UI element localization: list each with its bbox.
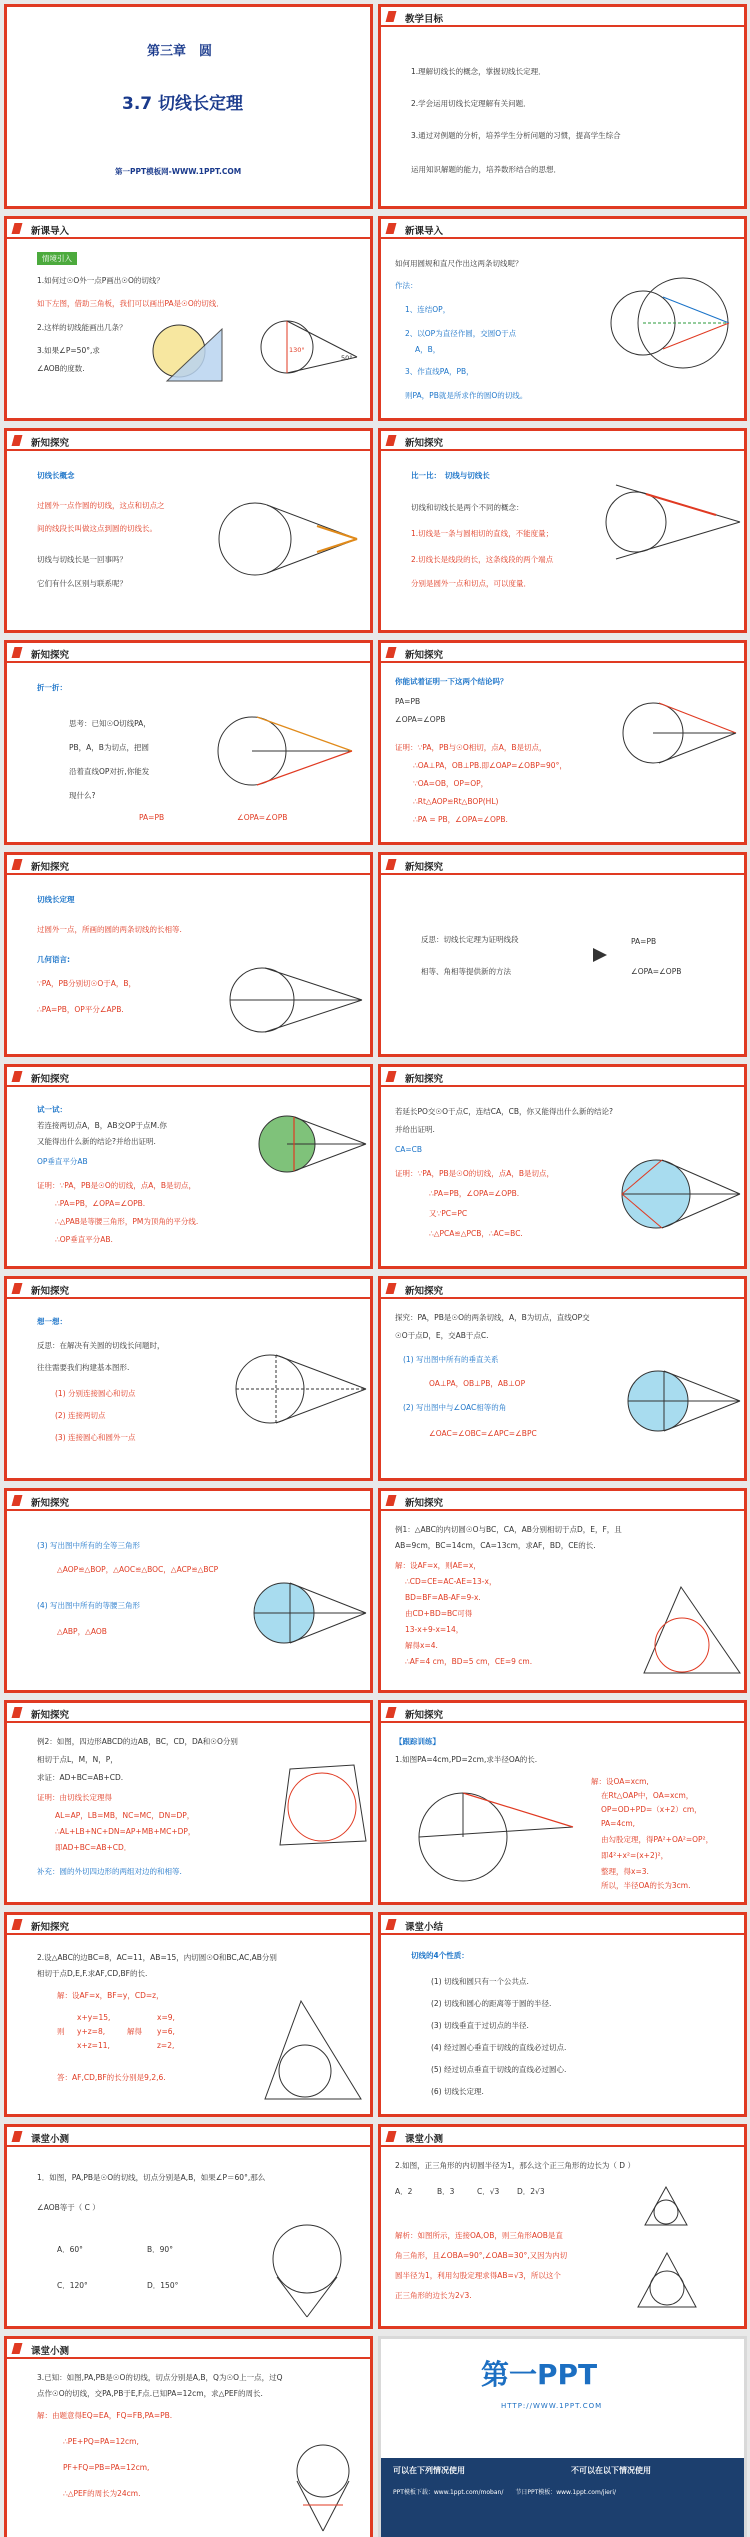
slide-18[interactable] [378,1700,747,1905]
text-line: x=9, [157,2013,175,2022]
compass-construction-figure [601,261,746,386]
text-line: 它们有什么区别与联系呢？ [37,579,127,588]
text-line: (1) 分别连接圆心和切点 [55,1389,136,1398]
text-line: ∠OAC=∠OBC=∠APC=∠BPC [429,1429,537,1438]
text-line: 比一比： 切线与切线长 [411,471,490,480]
slide-9[interactable] [4,852,373,1057]
text-line: △ABP，△AOB [57,1627,107,1636]
text-line: 1.切线是一条与圆相切的直线，不能度量； [411,529,554,538]
text-line: OP垂直平分AB [37,1157,88,1166]
slide-header [7,1915,370,1935]
text-line: 想一想： [37,1317,67,1326]
tangent-vs-length-figure [596,467,744,577]
text-line: 3.通过对例题的分析，培养学生分析问题的习惯，提高学生综合 [411,131,621,140]
text-line: 解析：如图所示，连接OA,OB，则三角形AOB是直 [395,2231,563,2240]
text-line: CA=CB [395,1145,423,1154]
text-line: 现什么? [69,791,96,800]
text-line: 解得 [127,2027,142,2036]
slide-21[interactable] [4,2124,373,2329]
option-b[interactable]: B．3 [437,2187,455,2196]
slide-header [381,1067,744,1087]
text-line: ∠OPA=∠OPB [237,813,288,822]
text-line: 由CD+BD=BC可得 [405,1609,473,1618]
slide-header [381,2127,744,2147]
text-line: 切线和切线长是两个不同的概念： [411,503,524,512]
triangle-incircle-figure [257,1995,367,2107]
text-line: ∴AL+LB+NC+DN=AP+MB+MC+DP， [55,1827,196,1836]
slide-14[interactable] [378,1276,747,1481]
text-line: 相等、角相等提供新的方法 [421,967,511,976]
slide-header-title: 新知探究 [405,862,444,873]
slide-header [7,1491,370,1511]
text-line: 3.如果∠P=50°,求 [37,346,100,355]
text-line: 正三角形的边长为2√3. [395,2291,472,2300]
text-line: 你能试着证明一下这两个结论吗？ [395,677,508,686]
slide-header [7,431,370,451]
slide-15[interactable] [4,1488,373,1693]
text-line: 解：设AF=x，则AE=x， [395,1561,481,1570]
slide-header-title: 新知探究 [405,1074,444,1085]
slide-header-title: 新知探究 [31,862,70,873]
text-line: 证明：∵PA，PB是☉O的切线，点A，B是切点， [395,1169,555,1178]
text-line: ∴Rt△AOP≌Rt△BOP(HL) [413,797,499,806]
text-line: 则PA，PB就是所求作的圆O的切线。 [405,391,528,400]
text-line: y=6, [157,2027,175,2036]
slide-header-title: 新知探究 [31,438,70,449]
text-line: 若延长PO交☉O于点C，连结CA，CB，你又能得出什么新的结论? [395,1107,614,1116]
text-line: (2) 写出图中与∠OAC相等的角 [403,1403,507,1412]
text-line: 解：设AF=x，BF=y，CD=z， [57,1991,164,2000]
text-line: 解：由题意得EQ=EA，FQ=FB,PA=PB. [37,2411,173,2420]
text-line: 点作☉O的切线，交PA,PB于E,F点.已知PA=12cm，求△PEF的周长. [37,2389,263,2398]
text-line: 如何用圆规和直尺作出这两条切线呢？ [395,259,523,268]
text-line: 2.如图，正三角形的内切圆半径为1，那么这个正三角形的边长为（ D ） [395,2161,635,2170]
option-a[interactable]: A．2 [395,2187,413,2196]
slide-header [381,219,744,239]
slide-header-title: 新知探究 [31,1498,70,1509]
text-line: 例2：如图，四边形ABCD的边AB，BC，CD，DA和☉O分别 [37,1737,238,1746]
text-line: 试一试： [37,1105,67,1114]
arrow-icon [593,948,607,962]
text-line: 例1：△ABC的内切圆☉O与BC，CA，AB分别相切于点D，E，F，且 [395,1525,622,1534]
text-line: 补充：圆的外切四边形的两组对边的和相等. [37,1867,182,1876]
incircle-figure [636,1581,744,1681]
text-line: ∴PA=PB，∠OPA=∠OPB. [429,1189,520,1198]
slide-7[interactable] [4,640,373,845]
slide-header [381,1915,744,1935]
text-line: ∴△PCA≌△PCB，∴AC=BC. [429,1229,523,1238]
slide-header [7,1067,370,1087]
brand-url[interactable]: HTTP://WWW.1PPT.COM [501,2402,603,2410]
slide-20[interactable] [378,1912,747,2117]
text-line: 13-x+9-x=14， [405,1625,464,1634]
text-line: 角三角形，且∠OBA=90°,∠OAB=30°,又因为内切 [395,2251,568,2260]
text-line: 2.这样的切线能画出几条？ [37,323,127,332]
footer-col-2: 不可以在以下情况使用 [571,2466,651,2475]
slide-header-title: 课堂小结 [405,1922,444,1933]
text-line: 过圆外一点作圆的切线，这点和切点之 [37,501,165,510]
text-line: 切线的4个性质： [411,1951,469,1960]
text-line: (4) 经过圆心垂直于切线的直线必过切点. [431,2043,567,2052]
text-line: BD=BF=AB-AF=9-x. [405,1593,481,1602]
slide-header [381,1279,744,1299]
text-line: ∴△PEF的周长为24cm. [63,2489,141,2498]
text-line: (1) 写出图中所有的垂直关系 [403,1355,499,1364]
option-c[interactable]: C．√3 [477,2187,500,2196]
text-line: 思考：已知☉O切线PA， [69,719,151,728]
text-line: 1.如何过☉O外一点P画出☉O的切线？ [37,276,164,285]
text-line: 1.理解切线长的概念，掌握切线长定理． [411,67,546,76]
footer-col-1: 可以在下列情况使用 [393,2466,465,2475]
text-line: (3) 写出图中所有的全等三角形 [37,1541,141,1550]
text-line: 切线长定理 [37,895,75,904]
text-line: z=2, [157,2041,175,2050]
text-line: 运用知识解题的能力，培养数形结合的思想． [411,165,561,174]
text-line: 2.切线长是线段的长，这条线段的两个端点 [411,555,554,564]
slide-header [7,643,370,663]
slide-2[interactable] [378,4,747,209]
text-line: PA=PB [395,697,421,706]
footer-links[interactable]: PPT模板下载：www.1ppt.com/moban/ 节日PPT模板：www.1ppt.com/jieri/ [393,2489,617,2496]
text-line: 作法： [395,281,418,290]
slide-16[interactable] [378,1488,747,1693]
text-line: 分别是圆外一点和切点，可以度量． [411,579,531,588]
slide-12[interactable] [378,1064,747,1269]
text-line: (2) 切线和圆心的距离等于圆的半径. [431,1999,552,2008]
quiz-1-figure [257,2211,367,2323]
text-line: 求证：AD+BC=AB+CD. [37,1773,124,1782]
text-line: 2、以OP为直径作圆，交圆O于点 [405,329,517,338]
text-line: (1) 切线和圆只有一个公共点. [431,1977,529,1986]
angle-label-130: 130° [289,346,305,354]
text-line: (6) 切线长定理. [431,2087,484,2096]
text-line: 即AD+BC=AB+CD． [55,1843,132,1852]
text-line: 解：设OA=xcm, [591,1777,649,1786]
slide-11[interactable] [4,1064,373,1269]
text-line: ∴PE+PQ=PA=12cm, [63,2437,139,2446]
text-line: AL=AP，LB=MB，NC=MC，DN=DP， [55,1811,195,1820]
text-line: 1．如图，PA,PB是☉O的切线，切点分别是A,B，如果∠P＝60°,那么 [37,2173,266,2182]
quiz-3-figure [277,2425,367,2537]
text-line: 3.已知：如图,PA,PB是☉O的切线，切点分别是A,B，Q为☉O上一点，过Q [37,2373,283,2382]
text-line: x+z=11, [77,2041,110,2050]
slide-header [7,1703,370,1723]
text-line: 又能得出什么新的结论?并给出证明. [37,1137,156,1146]
text-line: 几何语言: [37,955,70,964]
slide-13[interactable] [4,1276,373,1481]
brand-logo: 第一PPT [481,2358,598,2391]
slide-header [381,7,744,27]
option-d[interactable]: D．150° [147,2281,179,2290]
slide-header [7,1279,370,1299]
angle-label-50: 50° [341,354,353,362]
text-line: 反思：在解决有关圆的切线长问题时， [37,1341,165,1350]
text-line: (2) 连接两切点 [55,1411,106,1420]
congruence-figure [242,1561,370,1666]
text-line: PA=PB [139,813,165,822]
text-line: 2.设△ABC的边BC=8，AC=11，AB=15，内切圆☉O和BC,AC,AB分别 [37,1953,277,1962]
explore-figure [616,1349,744,1454]
radius-figure [401,1775,581,1893]
slide-header [381,855,744,875]
slide-19[interactable] [4,1912,373,2117]
text-line: 证明：∵PA，PB是☉O的切线，点A，B是切点， [37,1181,197,1190]
text-line: 折一折： [37,683,67,692]
option-c[interactable]: C．120° [57,2281,88,2290]
triangle-ruler-figure [147,309,232,389]
text-line: 相切于点D,E,F.求AF,CD,BF的长. [37,1969,148,1978]
tangent-angle-figure [257,299,367,394]
slide-24[interactable] [378,2336,747,2537]
text-line: 又∵PC=PC [429,1209,468,1218]
text-line: ☉O于点D，E，交AB于点C. [395,1331,489,1340]
slide-header [381,1703,744,1723]
text-line: ∴PA=PB，OP平分∠APB. [37,1005,124,1014]
text-line: AB=9cm，BC=14cm，CA=13cm，求AF，BD，CE的长. [395,1541,596,1550]
text-line: 1.如图PA=4cm,PD=2cm,求半径OA的长. [395,1755,538,1764]
text-line: (3) 切线垂直于过切点的半径. [431,2021,529,2030]
slide-header-title: 课堂小测 [405,2134,444,2145]
slide-header [381,643,744,663]
slide-8[interactable] [378,640,747,845]
text-line: 则 [57,2027,65,2036]
text-line: 如下左图，借助三角板，我们可以画出PA是☉O的切线． [37,299,224,308]
site-label: 第一PPT模板网-WWW.1PPT.COM [115,167,242,176]
basic-construction-figure [222,1334,370,1444]
text-line: x+y=15, [77,2013,111,2022]
text-line: PA=PB [631,937,657,946]
text-line: 证明：由切线长定理得 [37,1793,112,1802]
text-line: ∴OA⊥PA，OB⊥PB.即∠OAP=∠OBP=90°， [413,761,567,770]
text-line: ∵PA，PB分别切☉O于A，B， [37,979,137,988]
slide-header-title: 教学目标 [405,14,444,25]
text-line: PF+FQ=PB=PA=12cm, [63,2463,150,2472]
text-line: 间的线段长叫做这点到圆的切线长。 [37,524,157,533]
slide-header [381,1491,744,1511]
slide-header-title: 新课导入 [405,226,444,237]
option-d[interactable]: D．2√3 [517,2187,545,2196]
equilateral-incircle-figure-bottom [636,2251,698,2309]
chord-figure [606,1137,744,1252]
text-line: 切线长概念 [37,471,75,480]
text-line: 相切于点L，M，N，P， [37,1755,118,1764]
text-line: ∴PA=PB，∠OPA=∠OPB. [55,1199,146,1208]
slide-header-title: 课堂小测 [31,2134,70,2145]
perpendicular-bisector-figure [252,1099,370,1189]
slide-3[interactable] [4,216,373,421]
slide-4[interactable] [378,216,747,421]
slide-17[interactable] [4,1700,373,1905]
text-line: 过圆外一点，所画的圆的两条切线的长相等. [37,925,182,934]
fold-figure [202,693,362,808]
text-line: OP=OD+PD=（x+2）cm， [601,1805,702,1814]
slide-header [381,431,744,451]
text-line: ∠AOB的度数. [37,364,85,373]
text-line: PA=4cm, [601,1819,636,1828]
slide-header-title: 新知探究 [31,650,70,661]
text-line: (5) 经过切点垂直于切线的直线必过圆心. [431,2065,567,2074]
text-line: 往往需要我们构建基本图形. [37,1363,130,1372]
text-line: 解得x=4. [405,1641,438,1650]
text-line: ∵OA=OB，OP=OP， [413,779,489,788]
text-line: ∠OPA=∠OPB [395,715,446,724]
slide-header-title: 新知探究 [405,1286,444,1297]
text-line: 圆半径为1，利用勾股定理求得AB=√3，所以这个 [395,2271,561,2280]
text-line: 2.学会运用切线长定理解有关问题． [411,99,531,108]
slide-header-title: 新知探究 [405,1498,444,1509]
text-line: 即4²+x²=(x+2)²， [601,1851,669,1860]
text-line: 由勾股定理，得PA²+OA²=OP²， [601,1835,714,1844]
slide-header-title: 新知探究 [405,1710,444,1721]
text-line: 整理，得x=3. [601,1867,649,1876]
footer-panel [381,2458,744,2537]
proof-figure [611,683,741,783]
option-b[interactable]: B．90° [147,2245,173,2254]
text-line: (4) 写出图中所有的等腰三角形 [37,1601,141,1610]
text-line: 1、连结OP， [405,305,451,314]
text-line: ∠AOB等于（ C ） [37,2203,100,2212]
section-badge: 情境引入 [37,252,77,265]
text-line: A，B， [415,345,441,354]
chapter-title: 第三章 圆 [147,44,213,59]
text-line: △AOP≌△BOP，△AOC≌△BOC，△ACP≌△BCP [57,1565,219,1574]
slide-header [7,855,370,875]
text-line: 在Rt△OAP中，OA=xcm， [601,1791,694,1800]
text-line: y+z=8, [77,2027,106,2036]
text-line: ∴AF=4 cm，BD=5 cm，CE=9 cm. [405,1657,533,1666]
text-line: 并给出证明. [395,1125,435,1134]
tangent-length-figure [207,481,367,601]
slide-header-title: 新知探究 [31,1710,70,1721]
text-line: 反思：切线长定理为证明线段 [421,935,519,944]
slide-5[interactable] [4,428,373,633]
slide-header-title: 新知探究 [405,650,444,661]
text-line: (3) 连接圆心和圆外一点 [55,1433,136,1442]
text-line: ∴△PAB是等腰三角形，PM为顶角的平分线. [55,1217,199,1226]
option-a[interactable]: A．60° [57,2245,83,2254]
slide-header-title: 新知探究 [31,1074,70,1085]
text-line: 沿着直线OP对折,你能发 [69,767,150,776]
text-line: OA⊥PA，OB⊥PB，AB⊥OP [429,1379,526,1388]
text-line: ∴PA = PB，∠OPA=∠OPB. [413,815,508,824]
slide-header-title: 新知探究 [31,1286,70,1297]
text-line: 证明：∵PA，PB与☉O相切，点A，B是切点， [395,743,547,752]
text-line: ∴CD=CE=AC-AE=13-x， [405,1577,497,1586]
text-line: ∴OP垂直平分AB. [55,1235,113,1244]
tangential-quad-figure [272,1757,370,1853]
theorem-figure [217,945,367,1055]
text-line: 若连接两切点A，B，AB交OP于点M.你 [37,1121,167,1130]
lesson-title: 3.7 切线长定理 [122,94,244,114]
slide-10[interactable] [378,852,747,1057]
slide-23[interactable] [4,2336,373,2537]
slide-header [7,219,370,239]
text-line: 3、作直线PA，PB， [405,367,474,376]
slide-6[interactable] [378,428,747,633]
slide-header [7,2127,370,2147]
slide-header-title: 新知探究 [31,1922,70,1933]
text-line: PB，A，B为切点，把圆 [69,743,149,752]
text-line: 【跟踪训练】 [395,1737,440,1746]
equilateral-incircle-figure-top [643,2185,689,2227]
slide-header-title: 新知探究 [405,438,444,449]
slide-1[interactable] [4,4,373,209]
text-line: 切线与切线长是一回事吗？ [37,555,127,564]
slide-22[interactable] [378,2124,747,2329]
slide-header [7,2339,370,2359]
text-line: 所以，半径OA的长为3cm. [601,1881,691,1890]
text-line: 答：AF,CD,BF的长分别是9,2,6. [57,2073,166,2082]
text-line: ∠OPA=∠OPB [631,967,682,976]
slide-header-title: 新课导入 [31,226,70,237]
text-line: 探究：PA，PB是☉O的两条切线，A，B为切点，直线OP交 [395,1313,590,1322]
slide-header-title: 课堂小测 [31,2346,70,2357]
